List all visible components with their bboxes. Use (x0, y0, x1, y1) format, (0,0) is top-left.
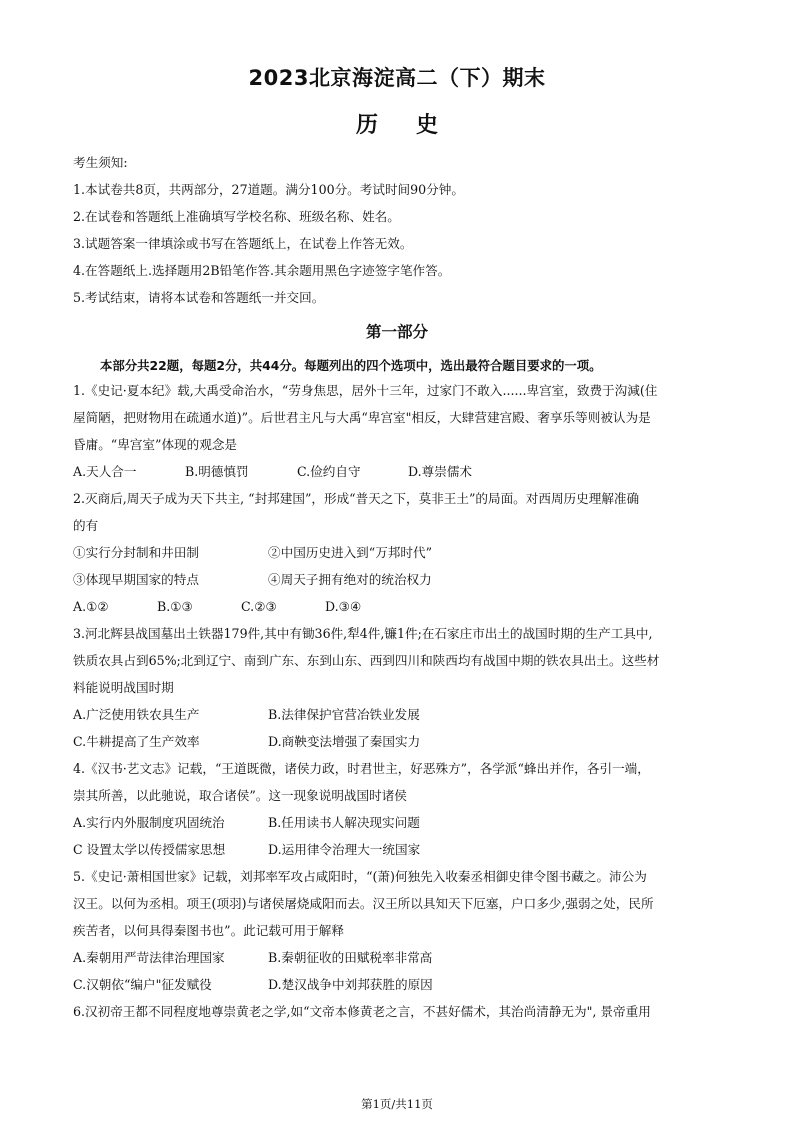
question-1-option-d: D.尊崇儒术 (408, 464, 473, 479)
question-1-option-b: B.明德慎罚 (185, 464, 249, 479)
question-3-option-c: C.牛耕提高了生产效率 (73, 734, 200, 749)
section-title: 第一部分 (365, 323, 428, 341)
question-6-stem-line: 6.汉初帝王都不同程度地尊崇黄老之学,如“文帝本修黄老之言，不甚好儒术，其治尚清静无为", 景帝重用 (73, 1004, 651, 1019)
question-2-statement: ①实行分封制和井田制 (73, 545, 199, 560)
question-2-stem-line: 的有 (73, 518, 99, 533)
question-3-option-a: A.广泛使用铁农具生产 (73, 707, 200, 722)
question-4-stem-line: 崇其所善，以此驰说，取合诸侯”。这一现象说明战国时诸侯 (73, 788, 407, 803)
question-4-option-d: D.运用律令治理大一统国家 (268, 842, 421, 857)
question-2-stem-line: 2.灭商后,周天子成为天下共主, “封邦建国”，形成“普天之下，莫非王土”的局面。对西周历史理解准确 (73, 491, 640, 506)
question-2-statement: ④周天子拥有绝对的统治权力 (268, 572, 432, 587)
question-4-option-b: B.任用读书人解决现实问题 (268, 815, 420, 830)
notice-item: 1.本试卷共8页，共两部分，27道题。满分100分。考试时间90分钟。 (73, 182, 464, 197)
question-2-statement: ③体现早期国家的特点 (73, 572, 199, 587)
question-5-stem-line: 疾苦者，以何具得秦图书也”。此记载可用于解释 (73, 923, 344, 938)
section-description: 本部分共22题，每题2分，共44分。每题列出的四个选项中，选出最符合题目要求的一项。 (100, 358, 602, 373)
question-4-option-c: C 设置太学以传授儒家思想 (73, 842, 226, 857)
question-5-stem-line: 5.《史记·萧相国世家》记载，刘邦率军攻占咸阳时，“(萧)何独先入收秦丞相御史律令图书藏之。沛公为 (73, 869, 647, 884)
question-5-option-c: C.汉朝依“编户"征发赋役 (73, 977, 212, 992)
page-number-footer: 第1页/共11页 (361, 1097, 433, 1111)
question-5-stem-line: 汉王。以何为丞相。项王(项羽)与诸侯屠烧咸阳而去。汉王所以具知天下厄塞，户口多少,强弱之处，民所 (73, 896, 654, 911)
question-3-stem-line: 3.河北辉县战国墓出土铁器179件,其中有锄36件,犁4件,镰1件;在石家庄市出土的战国时期的生产工具中, (73, 626, 653, 641)
question-2-option-d: D.③④ (325, 599, 362, 614)
question-2-option-c: C.②③ (241, 599, 277, 614)
notice-item: 4.在答题纸上.选择题用2B铅笔作答.其余题用黑色字迹签字笔作答。 (73, 263, 451, 278)
question-2-option-a: A.①② (73, 599, 109, 614)
question-1-stem-line: 1.《史记·夏本纪》载,大禹受命治水，“劳身焦思，居外十三年，过家门不敢入......卑宫室，致费于沟減(住 (73, 383, 658, 398)
question-3-option-d: D.商鞅变法增强了秦国实力 (268, 734, 421, 749)
question-4-option-a: A.实行内外服制度巩固统治 (73, 815, 225, 830)
question-3-option-b: B.法律保护官营冶铁业发展 (268, 707, 420, 722)
question-5-option-a: A.秦朝用严苛法律治理国家 (73, 950, 225, 965)
subject-title: 历史 (355, 113, 476, 138)
notice-item: 5.考试结束，请将本试卷和答题纸一并交回。 (73, 290, 325, 305)
question-1-option-c: C.俭约自守 (297, 464, 361, 479)
question-2-statement: ②中国历史进入到“万邦时代” (268, 545, 433, 560)
notice-item: 3.试题答案一律填涂或书写在答题纸上，在试卷上作答无效。 (73, 236, 413, 251)
notice-item: 2.在试卷和答题纸上准确填写学校名称、班级名称、姓名。 (73, 209, 400, 224)
question-1-stem-line: 屋简陋，把财物用在疏通水道)”。后世君主凡与大禹“卑宫室"相反，大肆营建宫殿、奢享乐等则被认为是 (73, 410, 651, 425)
question-5-option-d: D.楚汉战争中刘邦获胜的原因 (268, 977, 433, 992)
question-3-stem-line: 料能说明战国时期 (73, 680, 174, 695)
question-2-option-b: B.①③ (157, 599, 193, 614)
question-3-stem-line: 铁质农具占到65%;北到辽宁、南到广东、东到山东、西到四川和陕西均有战国中期的铁农具出土。这些材 (73, 653, 660, 668)
question-1-stem-line: 昏庸。“卑宫室”体现的观念是 (73, 437, 238, 452)
notice-heading: 考生须知: (73, 155, 128, 170)
question-4-stem-line: 4.《汉书·艺文志》记载，“王道既微，诸侯力政，时君世主，好恶殊方”，各学派“蜂出并作，各引一端， (73, 761, 650, 776)
question-5-option-b: B.秦朝征收的田赋税率非常高 (268, 950, 433, 965)
exam-title: 2023北京海淀高二（下）期末 (248, 66, 546, 90)
question-1-option-a: A.天人合一 (73, 464, 137, 479)
